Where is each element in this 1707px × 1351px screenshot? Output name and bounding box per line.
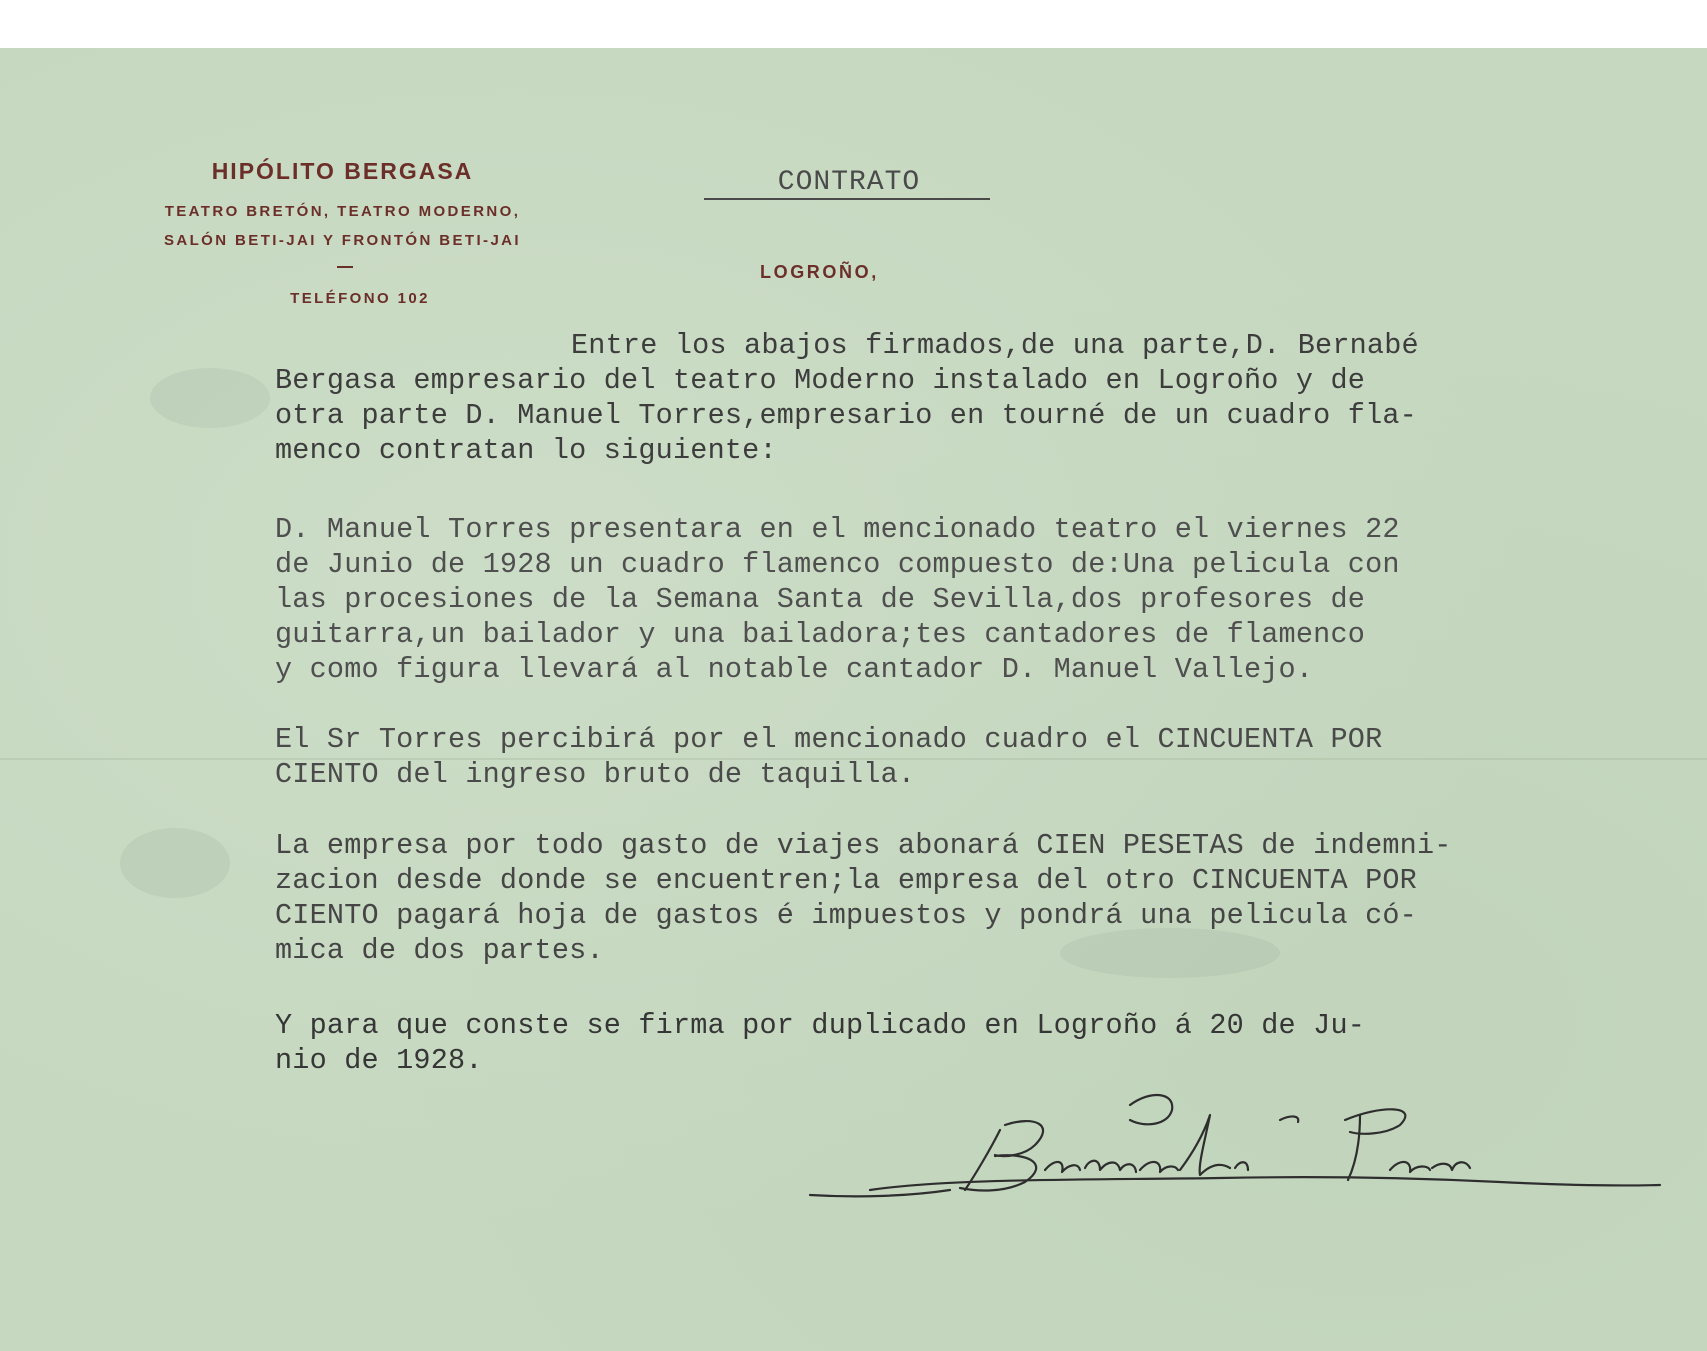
letterhead-venues-line-2: SALÓN BETI-JAI Y FRONTÓN BETI-JAI [163,232,521,249]
letterhead-city: LOGROÑO, [760,262,879,282]
paper-stain [120,828,230,898]
contract-paragraph-expenses [275,828,1452,968]
paragraph-line: Entre los abajos firmados,de una parte,D. Bernabé [571,329,1419,362]
paragraph-line: CIENTO pagará hoja de gastos é impuestos y pondrá una pelicula có- [275,899,1417,932]
paragraph-line: El Sr Torres percibirá por el mencionado cuadro el CINCUENTA POR [275,723,1383,756]
paragraph-line: Y para que conste se firma por duplicado en Logroño á 20 de Ju- [275,1009,1366,1042]
title-underline [704,198,990,200]
contract-paragraph-payment [275,722,1382,792]
paragraph-line: zacion desde donde se encuentren;la empresa del otro CINCUENTA POR [275,864,1417,897]
paragraph-line: guitarra,un bailador y una bailadora;tes cantadores de flamenco [275,618,1366,651]
paragraph-line: D. Manuel Torres presentara en el mencionado teatro el viernes 22 [275,513,1400,546]
letterhead-phone: TELÉFONO 102 [290,290,430,307]
paragraph-line: mica de dos partes. [275,934,604,967]
paragraph-line: La empresa por todo gasto de viajes abonará CIEN PESETAS de indemni- [275,829,1452,862]
letterhead-divider [337,266,353,268]
paragraph-line: las procesiones de la Semana Santa de Sevilla,dos profesores de [275,583,1366,616]
contract-paragraph-program [275,512,1400,687]
handwritten-signature [800,1070,1670,1210]
letterhead-venues-line-1: TEATRO BRETÓN, TEATRO MODERNO, [164,203,521,220]
paragraph-line: otra parte D. Manuel Torres,empresario en tourné de un cuadro fla- [275,399,1417,432]
document-title: CONTRATO [777,167,921,198]
paragraph-line: menco contratan lo siguiente: [275,434,777,467]
paragraph-line: Bergasa empresario del teatro Moderno instalado en Logroño y de [275,364,1366,397]
paragraph-line: de Junio de 1928 un cuadro flamenco compuesto de:Una pelicula con [275,548,1400,581]
paper-stain [150,368,270,428]
contract-paragraph-parties [275,328,1419,468]
contract-paragraph-closing [275,1008,1365,1078]
paragraph-line: CIENTO del ingreso bruto de taquilla. [275,758,916,791]
letterhead-name: HIPÓLITO BERGASA [211,158,474,184]
paragraph-line: y como figura llevará al notable cantador D. Manuel Vallejo. [275,653,1314,686]
paragraph-line: nio de 1928. [275,1044,483,1077]
